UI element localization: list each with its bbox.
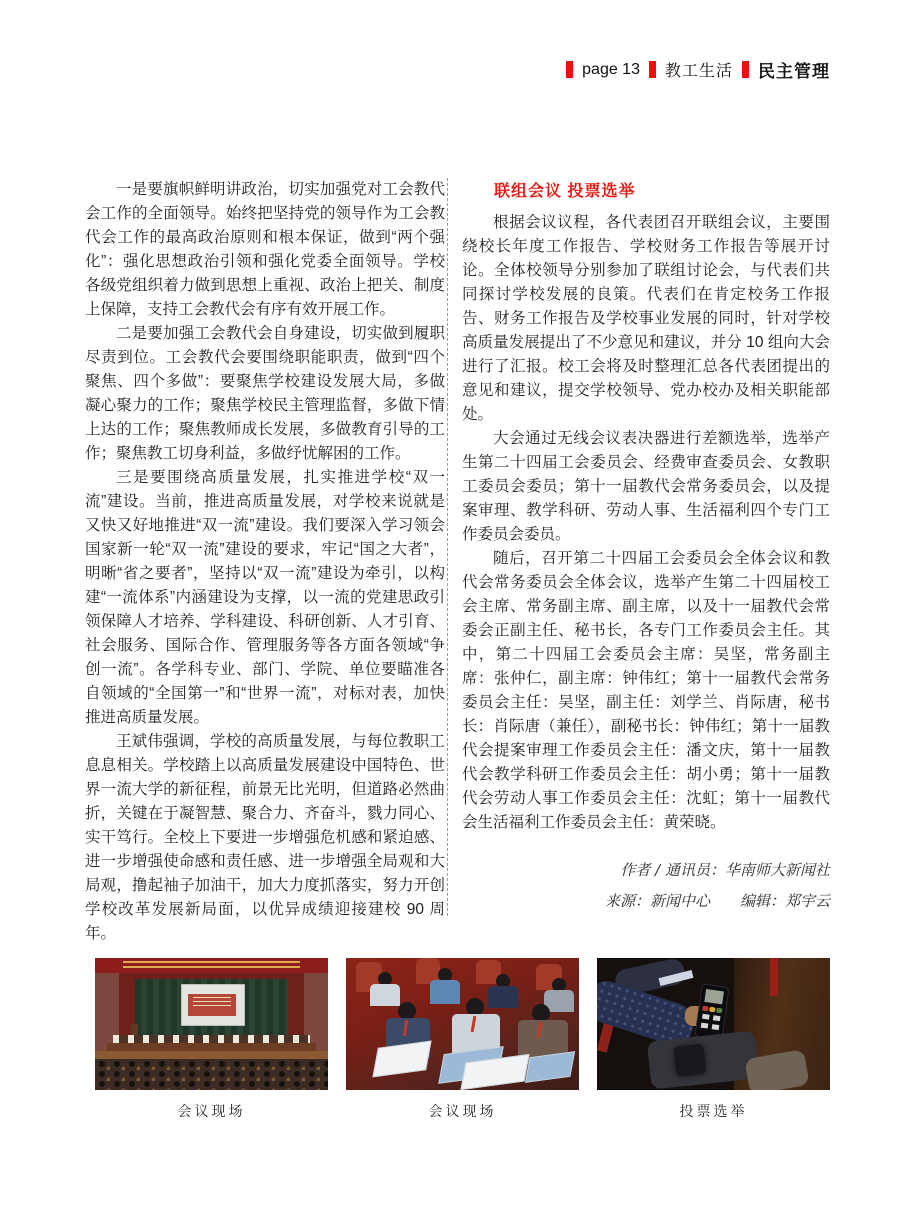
paragraph: 根据会议议程，各代表团召开联组会议，主要围绕校长年度工作报告、学校财务工作报告等展开讨论。全体校领导分别参加了联组讨论会，与代表们共同探讨学校发展的良策。代表们在肯定校务工作报告、财务工作报告及学校事业发展的同时，针对学校高质量发展提出了不少意见和建议，并分 10 组向大会进行了汇报。校工会将及时整理汇总各代表团提出的意见和建议，提交学校领导、党办校办及相关职能部处。 — [462, 214, 830, 423]
article-credits — [462, 855, 830, 917]
photo-conference-hall — [95, 958, 328, 1090]
red-stripe — [770, 958, 778, 996]
paragraph: 二是要加强工会教代会自身建设，切实做到履职尽责到位。工会教代会要围绕职能职责，做到“四个聚焦、四个多做”：要聚焦学校建设发展大局，多做凝心聚力的工作；聚焦学校民主管理监督，多做下情上达的工作；聚焦教师成长发展，多做教育引导的工作；聚焦教工切身利益，多做纾忧解困的工作。 — [85, 325, 445, 462]
phone — [673, 1044, 706, 1077]
red-bar-icon — [649, 61, 656, 78]
red-bar-icon — [742, 61, 749, 78]
red-bar-icon — [566, 61, 573, 78]
credit-author: 作者 / 通讯员：华南师大新闻社 — [620, 861, 830, 879]
photo-strip — [95, 958, 830, 1121]
photo-block — [95, 958, 328, 1121]
green-button — [716, 1008, 723, 1014]
red-banner — [95, 958, 328, 973]
document-paper — [372, 1041, 431, 1078]
section-title: 教工生活 — [664, 63, 733, 80]
photo-block — [597, 958, 830, 1121]
page-number: page 13 — [582, 60, 640, 78]
right-column — [462, 178, 830, 917]
keypad-keys — [700, 1014, 720, 1034]
paragraph: 王斌伟强调，学校的高质量发展，与每位教职工息息相关。学校踏上以高质量发展建设中国特色、世界一流大学的新征程，前景无比光明，但道路必然曲折，关键在于凝智慧、聚合力、齐奋斗，戮力同心、实干笃行。全校上下要进一步增强危机感和紧迫感、进一步增强使命感和责任感、进一步增强全局观和大局观，撸起袖子加油干，加大力度抓落实，努力开创学校改革发展新局面，以优异成绩迎接建校 90 周年。 — [85, 733, 445, 942]
article-heading: 联组会议 投票选举 — [494, 183, 636, 200]
photo-delegates-reading — [346, 958, 579, 1090]
paragraph: 随后，召开第二十四届工会委员会全体会议和教代会常务委员会全体会议，选举产生第二十四届校工会主席、常务副主席、副主席，以及十一届教代会常委会正副主任、秘书长，各专门工作委员会主任。其中，第二十四届工会委员会主席：吴坚，常务副主席：张仲仁，副主席：钟伟红；第十一届教代会常务委员会主任：吴坚，副主任：刘学兰、肖际唐，秘书长：肖际唐（兼任），副秘书长：钟伟红；第十一届教代会提案审理工作委员会主任：潘文庆，第十一届教代会教学科研工作委员会主任：胡小勇；第十一届教代会劳动人事工作委员会主任：沈虹；第十一届教代会生活福利工作委员会主任：黄荣晓。 — [462, 550, 830, 831]
photo-block — [346, 958, 579, 1121]
photo-voting-device — [597, 958, 830, 1090]
document-paper — [525, 1051, 575, 1083]
projection-screen — [181, 984, 245, 1026]
voting-keypad — [696, 984, 729, 1039]
person — [370, 984, 400, 1006]
photo-caption: 会议现场 — [177, 1104, 246, 1120]
category-title: 民主管理 — [758, 62, 830, 81]
paragraph: 三是要围绕高质量发展，扎实推进学校“双一流”建设。当前，推进高质量发展，对学校来说就是又快又好地推进“双一流”建设。我们要深入学习领会国家新一轮“双一流”建设的要求，牢记“国之大者”，明晰“省之要者”，坚持以“双一流”建设为牵引，以构建“一流体系”内涵建设为支撑，以一流的党建思政引领保障人才培养、学科建设、科研创新、人才引育、社会服务、国际合作、管理服务等各方面各领域“争创一流”。各学科专业、部门、学院、单位要瞄准各自领域的“全国第一”和“世界一流”，对标对表，加快推进高质量发展。 — [85, 469, 445, 726]
dais-table — [107, 1043, 316, 1051]
yellow-button — [709, 1007, 716, 1013]
paragraph: 一是要旗帜鲜明讲政治，切实加强党对工会教代会工作的全面领导。始终把坚持党的领导作为工会教代会工作的最高政治原则和根本保证，做到“两个强化”：强化思想政治引领和强化党委全面领导。学校各级党组织着力做到思想上重视、政治上把关、制度上保障，支持工会教代会有序有效开展工作。 — [85, 181, 445, 318]
column-divider — [447, 178, 448, 916]
credit-source-editor: 来源：新闻中心 编辑：郑宇云 — [604, 892, 830, 910]
red-button — [702, 1006, 709, 1012]
left-column — [85, 178, 445, 946]
paragraph: 大会通过无线会议表决器进行差额选举，选举产生第二十四届工会委员会、经费审查委员会、女教职工委员会委员；第十一届教代会常务委员会，以及提案审理、教学科研、劳动人事、生活福利四个专门工作委员会委员。 — [462, 430, 830, 543]
person — [488, 986, 518, 1008]
person — [430, 980, 460, 1004]
audience-rows — [95, 1059, 328, 1090]
photo-caption: 会议现场 — [428, 1104, 497, 1120]
page-header — [566, 57, 830, 82]
photo-caption: 投票选举 — [679, 1104, 748, 1120]
keypad-screen — [704, 989, 724, 1004]
